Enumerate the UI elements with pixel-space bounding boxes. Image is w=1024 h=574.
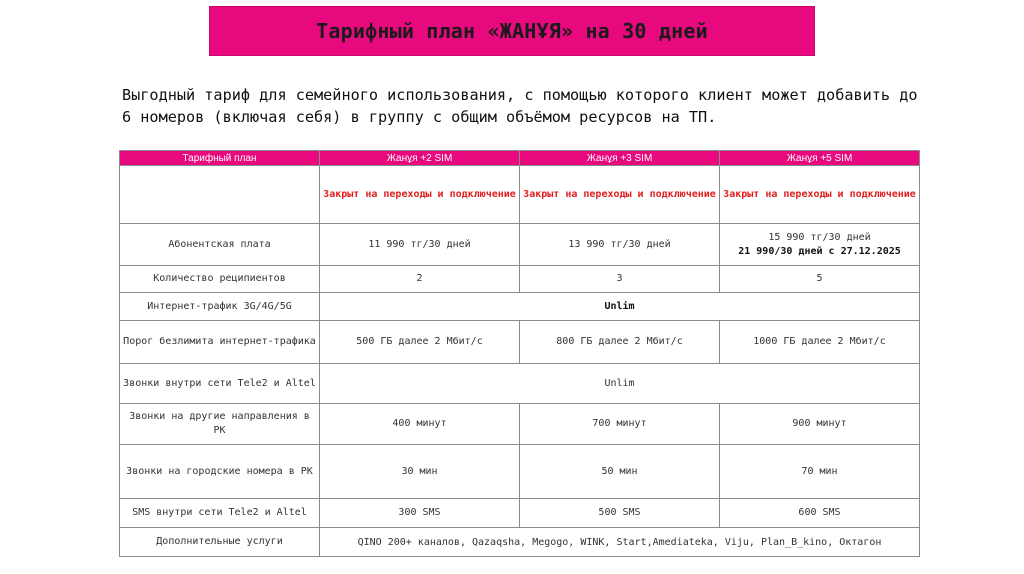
table-row-recipients	[120, 266, 920, 293]
row-label: Абонентская плата	[120, 224, 320, 266]
fee-sim5-new: 21 990/30 дней с 27.12.2025	[738, 245, 901, 257]
internet-value: Unlim	[320, 293, 920, 321]
header-plan: Тарифный план	[120, 151, 320, 166]
table-row-sms	[120, 499, 920, 528]
intro-text: Выгодный тариф для семейного использования, с помощью которого клиент может добавить до 6 номеров (включая себя) в группу с общим объёмом ресурсов на ТП.	[122, 86, 918, 126]
tariff-table	[119, 150, 920, 557]
table-row-extras	[120, 528, 920, 557]
status-sim3: Закрыт на переходы и подключение	[520, 166, 720, 224]
threshold-sim2: 500 ГБ далее 2 Мбит/с	[320, 321, 520, 364]
table-row-threshold	[120, 321, 920, 364]
fee-sim3: 13 990 тг/30 дней	[520, 224, 720, 266]
threshold-sim3: 800 ГБ далее 2 Мбит/с	[520, 321, 720, 364]
fee-sim5: 15 990 тг/30 дней	[768, 231, 871, 243]
table-row-fee	[120, 224, 920, 266]
row-label: Звонки на другие направления в РК	[120, 404, 320, 445]
header-sim5: Жанұя +5 SIM	[720, 151, 920, 166]
threshold-sim5: 1000 ГБ далее 2 Мбит/с	[720, 321, 920, 364]
page-title: Тарифный план «ЖАНҰЯ» на 30 дней	[316, 19, 708, 43]
city-calls-sim3: 50 мин	[520, 445, 720, 499]
recipients-sim2: 2	[320, 266, 520, 293]
row-label: Звонки на городские номера в РК	[120, 445, 320, 499]
header-sim2: Жанұя +2 SIM	[320, 151, 520, 166]
table-header-row	[120, 151, 920, 166]
sms-sim3: 500 SMS	[520, 499, 720, 528]
table-row-status	[120, 166, 920, 224]
row-label: Звонки внутри сети Tele2 и Altel	[120, 364, 320, 404]
row-label: Порог безлимита интернет-трафика	[120, 321, 320, 364]
onnet-calls-value: Unlim	[320, 364, 920, 404]
table-row-onnet-calls	[120, 364, 920, 404]
city-calls-sim2: 30 мин	[320, 445, 520, 499]
other-calls-sim5: 900 минут	[720, 404, 920, 445]
status-sim2: Закрыт на переходы и подключение	[320, 166, 520, 224]
sms-sim2: 300 SMS	[320, 499, 520, 528]
extras-value: QINO 200+ каналов, Qazaqsha, Megogo, WINK, Start,Amediateka, Viju, Plan_B_kino, Октагон	[320, 528, 920, 557]
row-label: Количество реципиентов	[120, 266, 320, 293]
fee-sim5-cell	[720, 224, 920, 266]
status-sim5: Закрыт на переходы и подключение	[720, 166, 920, 224]
other-calls-sim2: 400 минут	[320, 404, 520, 445]
header-sim3: Жанұя +3 SIM	[520, 151, 720, 166]
recipients-sim3: 3	[520, 266, 720, 293]
other-calls-sim3: 700 минут	[520, 404, 720, 445]
table-row-city-calls	[120, 445, 920, 499]
title-banner	[209, 6, 815, 56]
sms-sim5: 600 SMS	[720, 499, 920, 528]
row-label: Дополнительные услуги	[120, 528, 320, 557]
recipients-sim5: 5	[720, 266, 920, 293]
city-calls-sim5: 70 мин	[720, 445, 920, 499]
fee-sim2: 11 990 тг/30 дней	[320, 224, 520, 266]
table-row-internet	[120, 293, 920, 321]
row-label: Интернет-трафик 3G/4G/5G	[120, 293, 320, 321]
row-label: SMS внутри сети Tele2 и Altel	[120, 499, 320, 528]
table-row-other-calls	[120, 404, 920, 445]
status-label-cell	[120, 166, 320, 224]
